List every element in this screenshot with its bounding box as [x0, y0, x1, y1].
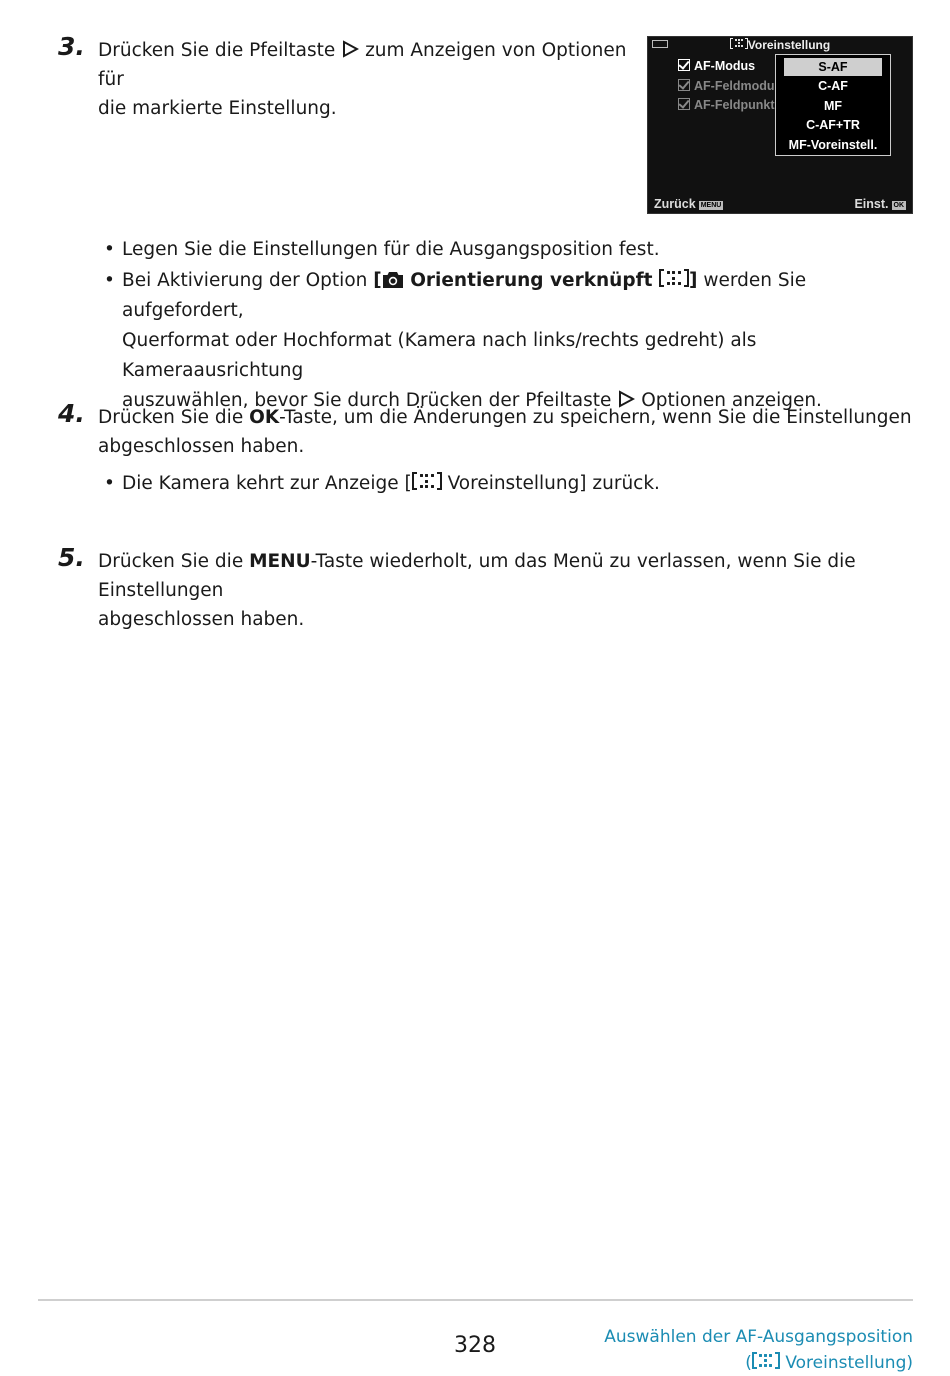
menu-tag: MENU [700, 202, 722, 209]
bullet-text: Legen Sie die Einstellungen für die Ausgangsposition fest. [122, 239, 660, 260]
bullet-text: Optionen anzeigen. [641, 390, 822, 411]
menu-row-label: AF-Feldmodu [694, 79, 775, 93]
list-item [104, 469, 904, 499]
list-item [104, 235, 904, 265]
back-hint [654, 197, 723, 211]
bullet-text: Bei Aktivierung der Option [122, 270, 368, 291]
checkbox-icon [678, 59, 690, 71]
menu-row[interactable] [678, 98, 775, 112]
option-c-af-tr[interactable]: C-AF+TR [806, 118, 860, 132]
step-text-part: Drücken Sie die Pfeiltaste [98, 40, 336, 61]
set-label: Einst. [854, 197, 889, 211]
back-label: Zurück [654, 197, 696, 211]
arrow-right-icon [341, 40, 359, 58]
step-text-part: abgeschlossen haben. [98, 436, 305, 457]
ok-key: OK [249, 407, 280, 428]
step-text-part: Drücken Sie die [98, 551, 244, 572]
section-link-text: Voreinstellung) [785, 1353, 913, 1373]
set-hint [854, 197, 906, 211]
menu-row[interactable] [678, 79, 775, 93]
bullet-text: Querformat oder Hochformat (Kamera nach links/rechts gedreht) als Kameraausrichtung [122, 330, 757, 381]
section-link[interactable] [604, 1324, 913, 1376]
step-number: 5. [58, 543, 85, 572]
menu-key: MENU [249, 551, 311, 572]
camera-screen [647, 36, 913, 214]
bullet-text: werden Sie aufgefordert, [122, 270, 807, 321]
menu-row-label: AF-Modus [694, 59, 756, 73]
list-item [104, 266, 904, 416]
ok-tag: OK [893, 202, 904, 209]
step-text [98, 547, 928, 634]
step-number: 4. [58, 399, 85, 428]
af-target-icon [752, 1352, 780, 1370]
step-text-part: Drücken Sie die [98, 407, 244, 428]
checkbox-icon [678, 98, 690, 110]
option-s-af[interactable]: S-AF [784, 58, 882, 76]
step-number: 3. [58, 32, 85, 61]
bullet-text: Die Kamera kehrt zur Anzeige [ [122, 473, 412, 494]
screen-title [648, 38, 912, 52]
step-text-part: -Taste, um die Änderungen zu speichern, wenn Sie die Einstellungen [279, 407, 912, 428]
page-number: 328 [454, 1333, 496, 1358]
af-target-icon [659, 269, 689, 289]
af-target-icon [730, 38, 748, 50]
step-text-part: zum Anzeigen von Optionen für [98, 40, 627, 90]
footer-divider [38, 1299, 913, 1301]
step-3-bullets [104, 235, 904, 416]
step-text-part: -Taste wiederholt, um das Menü zu verlassen, wenn Sie die Einstellungen [98, 551, 856, 601]
checkbox-icon [678, 79, 690, 91]
step-4-bullets [104, 469, 904, 499]
step-text-part: abgeschlossen haben. [98, 609, 305, 630]
option-mf-preset[interactable]: MF-Voreinstell. [788, 138, 878, 152]
screen-title-text: Voreinstellung [747, 38, 831, 52]
menu-row[interactable] [678, 59, 755, 73]
option-mf[interactable]: MF [823, 99, 843, 113]
bullet-text: Voreinstellung] zurück. [447, 473, 660, 494]
step-text [98, 36, 638, 123]
bullet-text: auszuwählen, bevor Sie durch Drücken der Pfeiltaste [122, 390, 612, 411]
step-text-part: die markierte Einstellung. [98, 98, 337, 119]
options-popup [775, 54, 891, 156]
option-c-af[interactable]: C-AF [818, 79, 848, 93]
section-link-text: Auswählen der AF-Ausgangsposition [604, 1327, 913, 1347]
section-link-text: ( [745, 1353, 752, 1373]
step-text [98, 403, 918, 461]
option-name: [ Orientierung verknüpft ] [373, 270, 698, 291]
af-target-icon [412, 472, 442, 492]
menu-row-label: AF-Feldpunkt [694, 98, 775, 112]
camera-icon [382, 270, 404, 289]
